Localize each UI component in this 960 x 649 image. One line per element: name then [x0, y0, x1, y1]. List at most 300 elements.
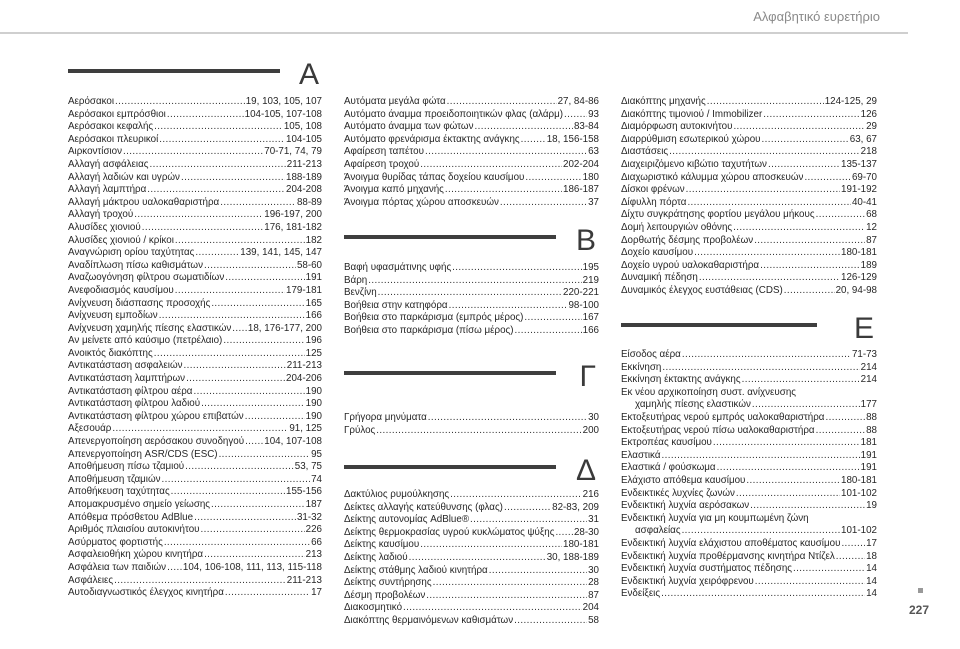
index-entry-pages: 14: [866, 588, 877, 600]
index-entry-pages: 30: [588, 564, 599, 576]
index-entry-leader: [376, 425, 581, 438]
index-entry-leader: [134, 209, 263, 222]
index-entry-pages: 167: [582, 312, 599, 324]
index-entry-leader: [515, 325, 582, 338]
index-entry-pages: 166: [582, 324, 599, 336]
index-entry-pages: 216: [582, 489, 599, 500]
index-entry-leader: [733, 222, 865, 235]
index-entry: [621, 146, 877, 159]
index-entry: [344, 172, 599, 185]
index-entry-pages: 105, 108: [283, 121, 322, 133]
index-entry: [344, 325, 599, 338]
index-entry-pages: 29: [866, 121, 877, 133]
index-entry-leader: [804, 172, 851, 185]
index-entry-term: Άνοιγμα πόρτας χώρου αποσκευών: [344, 196, 499, 208]
index-entry-term: Δομή λειτουργιών οθόνης: [621, 221, 733, 233]
index-entry-term: Ενδεικτική λυχνία συστήματος πέδησης: [621, 563, 793, 575]
index-entry: [68, 335, 322, 348]
index-entry-term: Αυτόματο άναμμα προειδοποιητικών φλας (αλάρμ): [344, 108, 564, 120]
index-entry-leader: [112, 423, 288, 436]
index-entry-term: Ανίχνευση διάσπασης προσοχής: [68, 297, 211, 309]
index-entry-leader: [426, 590, 587, 603]
index-entry-leader: [836, 551, 865, 564]
page-header-title: Αλφαβητικό ευρετήριο: [753, 9, 880, 24]
index-entry-leader: [175, 285, 285, 298]
index-entry-pages: 70-71, 74, 79: [264, 146, 322, 158]
index-entry-term: Διακόπτης τιμονιού / Immobilizer: [621, 108, 763, 120]
section-a-entries: [68, 96, 322, 600]
section-d-continued-entries: [621, 96, 877, 298]
section-e-letter: E: [853, 312, 874, 345]
index-entry-term: Ασύρματος φορτιστής: [68, 536, 163, 548]
index-entry-pages: 195: [582, 262, 599, 273]
index-entry: [68, 587, 322, 600]
index-entry-term: Ασφάλεια των παιδιών: [68, 561, 167, 573]
index-entry-term: Αερόσακοι πλευρικοί: [68, 133, 159, 145]
index-entry-pages: 17: [866, 537, 877, 549]
index-entry-pages: 28-30: [573, 526, 599, 538]
index-entry-term: Εκκίνηση έκτακτης ανάγκης: [621, 374, 741, 386]
index-entry: [621, 387, 877, 400]
index-entry-leader: [699, 272, 840, 285]
section-b-bar: [344, 235, 556, 239]
index-entry: [68, 449, 322, 462]
index-entry: [344, 412, 599, 425]
index-entry-leader: [409, 552, 546, 565]
index-entry-leader: [195, 247, 239, 260]
index-entry: [344, 275, 599, 288]
index-entry-pages: 87: [588, 589, 599, 601]
index-entry-term: Δείκτης στάθμης λαδιού κινητήρα: [344, 564, 488, 576]
index-entry-leader: [707, 96, 824, 109]
index-entry-leader: [525, 172, 581, 185]
index-entry-term: Δείκτης λαδιού: [344, 551, 408, 563]
index-entry: [68, 537, 322, 550]
index-entry-pages: 204-208: [286, 184, 322, 196]
index-entry-pages: 190: [305, 410, 322, 422]
section-g-letter: Γ: [579, 360, 596, 393]
index-entry-pages: 63: [588, 146, 599, 158]
index-entry-pages: 17: [311, 587, 322, 599]
index-entry: [621, 462, 877, 475]
index-entry-term: Αξεσουάρ: [68, 423, 112, 435]
index-entry-leader: [420, 159, 562, 172]
index-entry-term: Διαστάσεις: [621, 146, 669, 158]
index-entry-leader: [420, 539, 562, 552]
index-entry: [68, 398, 322, 411]
index-entry-pages: 53, 75: [294, 461, 322, 473]
index-entry-pages: 196-197, 200: [264, 209, 322, 221]
index-entry: [621, 513, 877, 526]
index-entry-term: Δοχείο υγρού υαλοκαθαριστήρα: [621, 259, 760, 271]
index-entry-term: Αερόσακοι: [68, 96, 115, 107]
index-entry-leader: [733, 121, 865, 134]
index-entry: [344, 425, 599, 438]
index-entry: [621, 399, 877, 412]
index-entry: [621, 96, 877, 109]
index-entry: [621, 563, 877, 576]
index-entry-pages: 37: [588, 196, 599, 208]
page-marker: [918, 588, 923, 593]
index-entry-leader: [793, 563, 865, 576]
index-entry-leader: [114, 575, 286, 588]
section-e-header: [621, 312, 877, 345]
index-entry-term: Αριθμός πλαισίου αυτοκινήτου: [68, 524, 200, 536]
index-entry-pages: 18, 156-158: [546, 133, 599, 145]
index-entry-pages: 196: [305, 335, 322, 347]
index-entry: [621, 551, 877, 564]
index-entry-pages: 31: [588, 514, 599, 526]
index-entry-pages: 219: [582, 274, 599, 286]
index-entry: [621, 500, 877, 513]
index-entry: [68, 96, 322, 109]
index-entry: [68, 285, 322, 298]
index-entry: [621, 235, 877, 248]
index-entry-pages: 83-84: [573, 121, 599, 133]
index-entry-pages: 190: [305, 385, 322, 397]
index-entry-pages: 191-192: [841, 184, 877, 196]
index-entry-leader: [713, 437, 860, 450]
section-d-entries: [344, 489, 599, 628]
index-entry-pages: 180-181: [841, 247, 877, 259]
index-entry-leader: [225, 587, 310, 600]
index-entry-pages: 88: [866, 411, 877, 423]
index-entry-leader: [682, 525, 840, 538]
index-entry-leader: [403, 602, 582, 615]
index-entry: [344, 489, 599, 502]
index-entry-term: Ανίχνευση εμποδίων: [68, 310, 158, 322]
index-entry-pages: 166: [305, 310, 322, 322]
index-entry: [344, 96, 599, 109]
section-d-letter: Δ: [575, 454, 596, 487]
index-entry: [68, 310, 322, 323]
index-entry-pages: 69-70: [851, 171, 877, 183]
index-entry: [68, 499, 322, 512]
index-entry-pages: 200: [582, 424, 599, 436]
index-entry: [344, 312, 599, 325]
index-entry-leader: [717, 462, 860, 475]
index-entry: [621, 184, 877, 197]
index-entry-term: Αλυσίδες χιονιού: [68, 221, 141, 233]
index-entry-term: Αυτοδιαγνωστικός έλεγχος κινητήρα: [68, 587, 224, 599]
index-entry: [68, 260, 322, 273]
index-entry-leader: [159, 134, 285, 147]
index-entry-pages: 104-105, 107-108: [244, 108, 322, 120]
index-entry: [68, 575, 322, 588]
index-entry-leader: [816, 209, 866, 222]
section-a: [68, 58, 322, 91]
index-entry-pages: 104, 107-108: [264, 436, 322, 448]
index-entry: [68, 134, 322, 147]
index-entry-term: Αλλαγή τροχού: [68, 209, 134, 221]
index-entry: [68, 247, 322, 260]
index-entry-leader: [555, 527, 573, 540]
index-entry: [344, 552, 599, 565]
index-entry-term: Ανίχνευση χαμηλής πίεσης ελαστικών: [68, 322, 232, 334]
index-entry: [621, 538, 877, 551]
index-entry-term: Βοήθεια στο παρκάρισμα (εμπρός μέρος): [344, 312, 524, 324]
index-entry-leader: [489, 565, 587, 578]
index-entry-leader: [428, 412, 587, 425]
section-g-header: [344, 360, 599, 393]
section-g-bar: [344, 371, 556, 375]
index-entry: [68, 360, 322, 373]
index-entry-leader: [694, 247, 840, 260]
index-entry-term: Αντικατάσταση φίλτρου χώρου επιβατών: [68, 410, 244, 422]
index-entry-leader: [504, 502, 551, 515]
index-entry-term: Ενδεικτικές λυχνίες ζωνών: [621, 487, 735, 499]
index-entry-pages: 91, 125: [289, 423, 322, 435]
index-entry: [68, 197, 322, 210]
index-entry: [68, 474, 322, 487]
index-entry: [621, 172, 877, 185]
index-entry-leader: [521, 134, 546, 147]
index-entry-pages: 125: [305, 347, 322, 359]
index-entry-leader: [669, 146, 860, 159]
index-entry: [68, 549, 322, 562]
index-entry: [344, 197, 599, 210]
index-entry: [68, 323, 322, 336]
index-entry-leader: [184, 360, 286, 373]
index-entry-term: Διαρρύθμιση εσωτερικού χώρου: [621, 133, 761, 145]
section-a-header: [68, 58, 322, 91]
index-entry-term: Αλλαγή μάκτρου υαλοκαθαριστήρα: [68, 196, 220, 208]
index-entry-pages: 135-137: [841, 158, 877, 170]
section-b: [344, 224, 599, 257]
index-entry: [344, 134, 599, 147]
index-entry: [68, 146, 322, 159]
index-entry-pages: 181: [860, 437, 877, 449]
index-entry-pages: 155-156: [286, 486, 322, 498]
index-entry: [621, 197, 877, 210]
index-entry: [68, 512, 322, 525]
index-entry-pages: 30: [588, 412, 599, 423]
index-entry-term: Ενδεικτική λυχνία αερόσακων: [621, 500, 750, 512]
index-entry: [344, 109, 599, 122]
index-entry-term: Διαχωριστικό κάλυμμα χώρου αποσκευών: [621, 171, 804, 183]
index-entry-pages: 204: [582, 602, 599, 614]
index-entry-pages: 191: [305, 272, 322, 284]
index-entry-term: Αυτόματο άναμμα των φώτων: [344, 121, 474, 133]
index-entry-term: Γρήγορα μηνύματα: [344, 412, 427, 423]
index-entry-term: Εκτοξευτήρας νερού πίσω υαλοκαθαριστήρα: [621, 424, 815, 436]
index-entry-leader: [159, 310, 305, 323]
index-entry-pages: 74: [311, 473, 322, 485]
index-entry-pages: 211-213: [286, 158, 322, 170]
index-entry-pages: 14: [866, 563, 877, 575]
section-b-entries: [344, 262, 599, 338]
section-d: [344, 454, 599, 487]
index-entry-leader: [193, 386, 304, 399]
index-entry-term: Απενεργοποίηση ASR/CDS (ESC): [68, 448, 218, 460]
index-entry-pages: 211-213: [286, 360, 322, 372]
index-entry-term: Ασφαλειοθήκη χώρου κινητήρα: [68, 549, 204, 561]
index-entry-leader: [682, 349, 851, 362]
index-entry-leader: [164, 537, 310, 550]
index-entry-pages: 124-125, 29: [824, 96, 877, 107]
index-entry-leader: [662, 362, 859, 375]
index-entry-pages: 19: [866, 500, 877, 512]
index-entry-pages: 104, 106-108, 111, 113, 115-118: [182, 561, 322, 573]
index-entry: [68, 235, 322, 248]
index-entry-pages: 180-181: [563, 539, 599, 551]
index-entry-pages: 95: [311, 448, 322, 460]
index-entry-term: Αιρκοντίσιον: [68, 146, 123, 158]
index-entry-pages: 190: [305, 398, 322, 410]
index-entry-leader: [474, 121, 572, 134]
index-entry-pages: 176, 181-182: [264, 221, 322, 233]
index-entry-term: Διακόπτης θερμαινόμενων καθισμάτων: [344, 614, 514, 626]
index-entry: [621, 412, 877, 425]
section-e: [621, 312, 877, 345]
index-entry-pages: 214: [860, 374, 877, 386]
index-entry-leader: [219, 449, 311, 462]
index-entry: [344, 184, 599, 197]
index-entry-term: Δυναμική πέδηση: [621, 272, 698, 284]
index-entry-leader: [181, 172, 285, 185]
index-entry-term: Αντικατάσταση φίλτρου λαδιού: [68, 398, 201, 410]
index-entry-pages: 40-41: [851, 196, 877, 208]
index-entry-term: Άνοιγμα καπό μηχανής: [344, 184, 444, 196]
index-entry: [68, 423, 322, 436]
index-entry-leader: [175, 235, 305, 248]
index-entry-pages: 191: [860, 449, 877, 461]
index-entry-leader: [225, 272, 304, 285]
section-d-header: [344, 454, 599, 487]
index-entry-pages: 182: [305, 234, 322, 246]
index-entry-term: Διαμόρφωση αυτοκινήτου: [621, 121, 733, 133]
index-entry-term: Εκ νέου αρχικοποίηση συστ. ανίχνευσης: [621, 386, 796, 398]
index-entry-pages: 226: [305, 524, 322, 536]
index-entry-pages: 88-89: [296, 196, 322, 208]
index-entry-leader: [762, 134, 849, 147]
index-entry-term: Άνοιγμα θυρίδας τάπας δοχείου καυσίμου: [344, 171, 525, 183]
index-entry: [621, 260, 877, 273]
index-entry-term: Αν μείνετε από καύσιμο (πετρέλαιο): [68, 335, 223, 347]
index-entry: [621, 588, 877, 601]
index-entry-pages: 179-181: [286, 284, 322, 296]
index-entry: [621, 362, 877, 375]
index-entry: [344, 565, 599, 578]
index-entry-term: Αλλαγή λαμπτήρα: [68, 184, 147, 196]
index-entry-pages: 71-73: [851, 349, 877, 360]
index-entry-term: Ελαστικά: [621, 449, 661, 461]
index-entry: [344, 121, 599, 134]
index-entry-pages: 19, 103, 105, 107: [245, 96, 322, 107]
index-entry: [344, 502, 599, 515]
index-entry-leader: [204, 549, 305, 562]
index-entry-term: Αφαίρεση ταπέτου: [344, 146, 424, 158]
index-entry-pages: 87: [866, 234, 877, 246]
index-entry-term: Αυτόματο φρενάρισμα έκτακτης ανάγκης: [344, 133, 520, 145]
index-entry: [68, 184, 322, 197]
index-entry-leader: [746, 475, 840, 488]
index-entry: [68, 486, 322, 499]
index-entry-leader: [154, 121, 283, 134]
index-entry-leader: [194, 512, 296, 525]
index-entry: [344, 287, 599, 300]
index-entry: [621, 222, 877, 235]
index-entry-leader: [750, 500, 865, 513]
index-entry-pages: 177: [860, 399, 877, 411]
index-entry-pages: 126: [860, 108, 877, 120]
index-entry-term: Ενδεικτική λυχνία για μη κουμπωμένη ζώνη: [621, 512, 809, 524]
index-entry-pages: 101-102: [841, 525, 877, 537]
index-entry-leader: [524, 312, 581, 325]
index-entry-term: Δίσκοι φρένων: [621, 184, 685, 196]
index-entry: [344, 262, 599, 275]
section-b-letter: B: [575, 224, 596, 257]
index-entry-term: Ενδεικτική λυχνία ελάχιστου αποθέματος καυσίμου: [621, 537, 841, 549]
index-entry: [68, 298, 322, 311]
index-entry-term: Δίχτυ συγκράτησης φορτίου μεγάλου μήκους: [621, 209, 815, 221]
index-entry-term: Αποθήκευση ταχύτητας: [68, 486, 170, 498]
index-entry-pages: 188-189: [286, 171, 322, 183]
index-entry-leader: [220, 197, 296, 210]
index-entry-term: Αντικατάσταση λαμπτήρων: [68, 373, 186, 385]
index-entry-term: Δείκτης αυτονομίας AdBlue®: [344, 514, 470, 526]
index-entry-leader: [245, 436, 263, 449]
index-entry: [68, 272, 322, 285]
index-entry-term: Διακόπτης μηχανής: [621, 96, 706, 107]
index-entry-leader: [142, 222, 264, 235]
index-entry-term: Απενεργοποίηση αερόσακου συνοδηγού: [68, 436, 245, 448]
index-entry-pages: 28: [588, 577, 599, 589]
index-entry: [68, 121, 322, 134]
index-entry-term: Δείκτης καυσίμου: [344, 539, 420, 551]
index-entry: [621, 109, 877, 122]
index-entry-pages: 220-221: [563, 287, 599, 299]
index-entry-pages: 66: [311, 536, 322, 548]
index-entry-pages: 213: [305, 549, 322, 561]
index-entry-term: Ελάχιστο απόθεμα καυσίμου: [621, 474, 746, 486]
index-entry: [621, 285, 877, 298]
index-entry-leader: [661, 588, 865, 601]
index-entry: [621, 576, 877, 589]
index-entry-pages: 180: [582, 171, 599, 183]
section-d-bar: [344, 465, 556, 469]
index-entry-pages: 204-206: [286, 373, 322, 385]
section-g-entries: [344, 412, 599, 437]
index-entry-leader: [167, 562, 182, 575]
index-entry-pages: 82-83, 209: [552, 501, 599, 513]
index-entry: [68, 222, 322, 235]
index-entry: [621, 488, 877, 501]
index-entry: [68, 348, 322, 361]
index-entry-pages: 63, 67: [849, 133, 877, 145]
index-entry: [68, 562, 322, 575]
index-entry-leader: [162, 474, 311, 487]
index-entry-term: Δοχείο καυσίμου: [621, 247, 694, 259]
index-entry-pages: 27, 84-86: [557, 96, 599, 107]
index-entry: [68, 109, 322, 122]
index-entry-term: Ελαστικά / φούσκωμα: [621, 462, 716, 474]
index-entry: [68, 386, 322, 399]
index-entry-term: Ανοικτός διακόπτης: [68, 347, 153, 359]
index-entry-leader: [147, 184, 285, 197]
index-entry-leader: [211, 298, 304, 311]
index-entry-leader: [245, 411, 305, 424]
index-entry: [621, 475, 877, 488]
index-entry: [621, 349, 877, 362]
index-entry-pages: 31-32: [296, 511, 322, 523]
index-entry-pages: 18: [866, 550, 877, 562]
index-entry: [621, 374, 877, 387]
index-entry-term: Αναγνώριση ορίου ταχύτητας: [68, 247, 195, 259]
index-entry-term: Αερόσακοι εμπρόσθιοι: [68, 108, 166, 120]
index-entry-pages: 202-204: [563, 158, 599, 170]
index-entry-term: Βαφή υφασμάτινης υφής: [344, 262, 452, 273]
